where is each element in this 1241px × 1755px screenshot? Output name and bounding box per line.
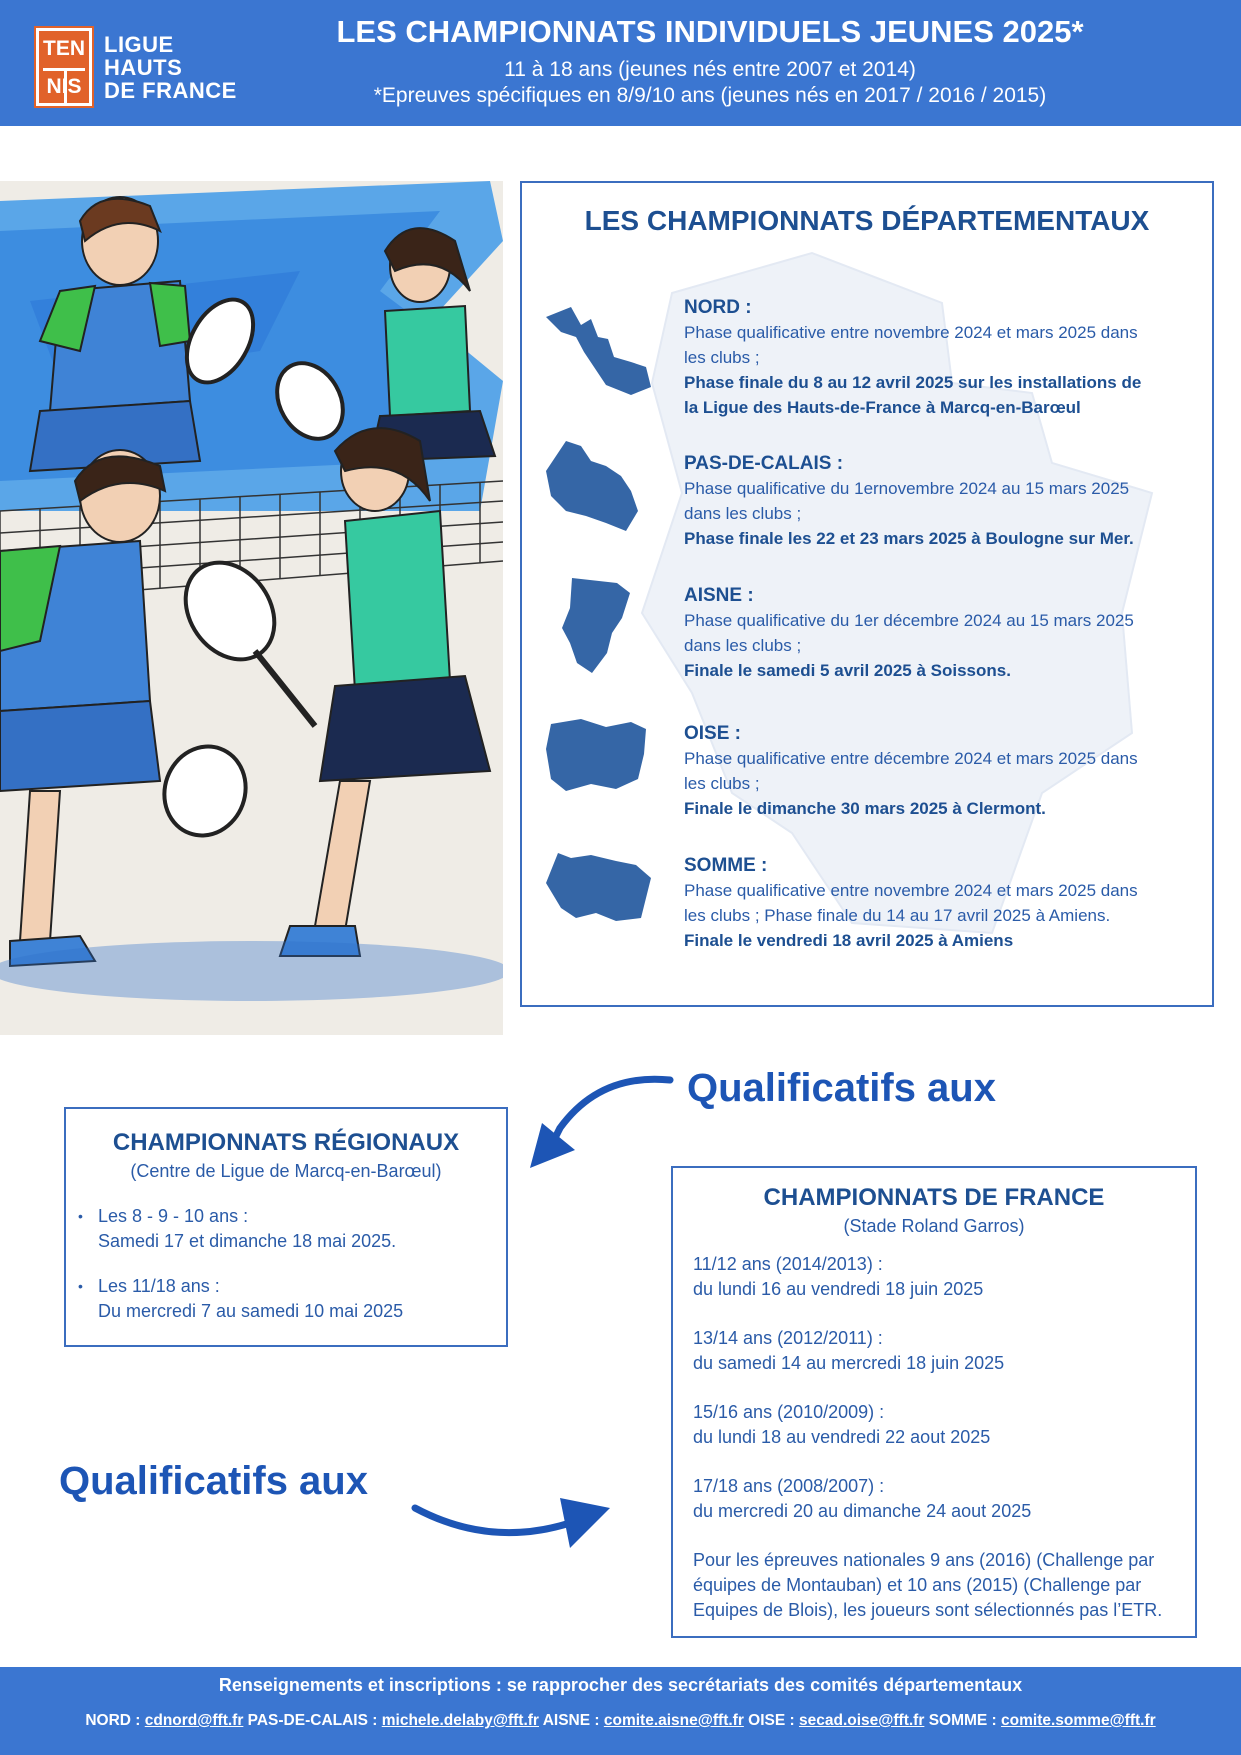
email-link-pas-de-calais[interactable]: michele.delaby@fft.fr bbox=[381, 1712, 539, 1729]
footer-contacts: NORD : cdnord@fft.fr PAS-DE-CALAIS : michele.delaby@fft.fr AISNE : comite.aisne@fft.fr OISE : secad.oise@fft.fr SOMME : comite.somme@fft.fr bbox=[85, 1712, 1156, 1729]
list-item: 15/16 ans (2010/2009) : du lundi 18 au vendredi 22 aout 2025 bbox=[693, 1402, 991, 1447]
email-link-aisne[interactable]: comite.aisne@fft.fr bbox=[603, 1712, 744, 1729]
list-item: 13/14 ans (2012/2011) : du samedi 14 au mercredi 18 juin 2025 bbox=[693, 1328, 1005, 1373]
header-banner bbox=[0, 0, 1241, 126]
email-link-nord[interactable]: cdnord@fft.fr bbox=[144, 1712, 244, 1729]
regional-championships-box bbox=[64, 1107, 508, 1347]
page-title: LES CHAMPIONNATS INDIVIDUELS JEUNES 2025* bbox=[336, 14, 1084, 49]
qualificatifs-label-top: Qualificatifs aux bbox=[687, 1066, 996, 1110]
bullet-icon: • bbox=[78, 1208, 83, 1224]
tennis-players-illustration bbox=[0, 181, 503, 1035]
list-item: • Les 11/18 ans : Du mercredi 7 au samedi 10 mai 2025 bbox=[78, 1276, 404, 1321]
aisne-map-icon bbox=[562, 578, 642, 678]
bullet-icon: • bbox=[78, 1278, 83, 1294]
departmental-title: LES CHAMPIONNATS DÉPARTEMENTAUX bbox=[584, 205, 1150, 236]
email-link-somme[interactable]: comite.somme@fft.fr bbox=[1001, 1712, 1156, 1729]
dept-name: OISE : bbox=[684, 723, 742, 744]
regional-subtitle: (Centre de Ligue de Marcq-en-Barœul) bbox=[130, 1161, 442, 1181]
list-item: • Les 8 - 9 - 10 ans : Samedi 17 et dimanche 18 mai 2025. bbox=[78, 1206, 397, 1251]
france-subtitle: (Stade Roland Garros) bbox=[843, 1216, 1025, 1236]
tennis-logo bbox=[36, 28, 92, 106]
pas-de-calais-map-icon bbox=[546, 441, 646, 536]
arrow-to-regional-icon bbox=[520, 1068, 680, 1178]
footer-info-text: Renseignements et inscriptions : se rapprocher des secrétariats des comités départementaux bbox=[218, 1675, 1023, 1695]
somme-map-icon bbox=[546, 853, 656, 928]
france-title: CHAMPIONNATS DE FRANCE bbox=[763, 1184, 1105, 1211]
regional-title: CHAMPIONNATS RÉGIONAUX bbox=[112, 1129, 460, 1156]
arrow-to-france-icon bbox=[410, 1488, 620, 1558]
departmental-championships-box: LES CHAMPIONNATS DÉPARTEMENTAUX NORD : Phase qualificative entre novembre 2024 et mars 2025 dans les clubs ; Phase finale du 8 au 12 avril 2025 sur les installations de la Ligue des Hauts-de-France à Marcq-en-Barœul PAS-DE-CALAIS : Phase qualificative du 1ernovembre 2024 au 15 mars 2025 dans les clubs ; Phase finale les 22 et 23 mars 2025 à Boulogne sur Mer. AISNE : Phase qualificative du 1er décembre 2024 au 15 mars 2025 dans les clubs ; Finale le samedi 5 avril 2025 à Soissons. OISE : Phase qualificative entre décembre 2024 et mars 2025 dans les clubs ; Finale le dimanche 30 mars 2025 à Clermont. SOMME : Phase qualificative entre novembre 2024 et mars 2025 dans les clubs ; Phase finale du 14 au 17 avril 2025 à Amiens. Finale le vendredi 18 avril 2025 à Amiens bbox=[520, 181, 1214, 1007]
logo-text-bottom: NIS bbox=[46, 75, 82, 98]
nord-map-icon bbox=[546, 307, 656, 402]
logo-text-top: TEN bbox=[43, 37, 85, 60]
dept-name: NORD : bbox=[684, 297, 752, 318]
list-item: 11/12 ans (2014/2013) : du lundi 16 au vendredi 18 juin 2025 bbox=[693, 1254, 984, 1299]
dept-name: AISNE : bbox=[684, 585, 754, 606]
dept-name: SOMME : bbox=[684, 855, 768, 876]
national-events-note: Pour les épreuves nationales 9 ans (2016) (Challenge par équipes de Montauban) et 10 ans (2015) (Challenge par Equipes de Blois), les joueurs sont sélectionnés pas l’ETR. bbox=[693, 1550, 1163, 1620]
dept-name: PAS-DE-CALAIS : bbox=[684, 453, 844, 474]
qualificatifs-label-bottom: Qualificatifs aux bbox=[59, 1459, 368, 1503]
page-subtitle-ages: 11 à 18 ans (jeunes nés entre 2007 et 2014) bbox=[504, 58, 916, 81]
email-link-oise[interactable]: secad.oise@fft.fr bbox=[799, 1712, 925, 1729]
list-item: 17/18 ans (2008/2007) : du mercredi 20 au dimanche 24 aout 2025 bbox=[693, 1476, 1032, 1521]
france-championships-box bbox=[671, 1166, 1197, 1638]
page-subtitle-specific: *Epreuves spécifiques en 8/9/10 ans (jeunes nés en 2017 / 2016 / 2015) bbox=[373, 84, 1047, 107]
footer-banner bbox=[0, 1667, 1241, 1755]
ligue-name: LIGUE HAUTS DE FRANCE bbox=[104, 32, 237, 103]
oise-map-icon bbox=[546, 719, 656, 799]
